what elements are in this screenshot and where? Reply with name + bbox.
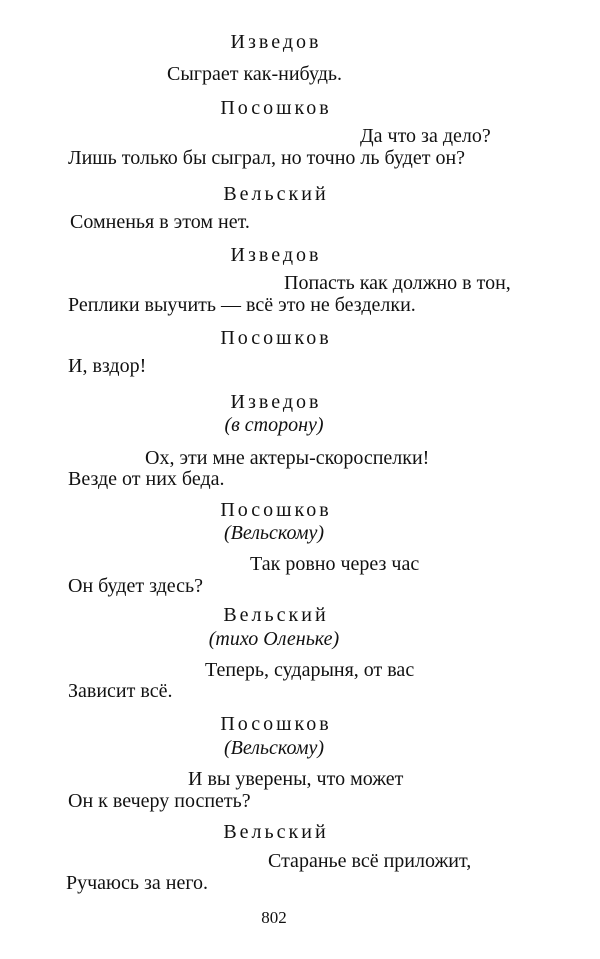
speaker-name: Изведов bbox=[230, 244, 322, 266]
speaker-name: Посошков bbox=[220, 499, 332, 521]
verse-line: Везде от них беда. bbox=[68, 468, 225, 490]
verse-line: Так ровно через час bbox=[250, 553, 420, 575]
speaker-name: Изведов bbox=[230, 31, 322, 53]
stage-direction: (Вельскому) bbox=[223, 522, 325, 544]
verse-line: Сомненья в этом нет. bbox=[70, 211, 250, 233]
verse-line: Ручаюсь за него. bbox=[66, 872, 209, 894]
speaker-name: Посошков bbox=[220, 327, 332, 349]
speaker-name: Посошков bbox=[220, 97, 332, 119]
speaker-name: Вельский bbox=[223, 604, 329, 626]
verse-line: Лишь только бы сыграл, но точно ль будет он? bbox=[68, 147, 466, 169]
speaker-name: Посошков bbox=[220, 713, 332, 735]
speaker-name: Изведов bbox=[230, 391, 322, 413]
verse-line: Теперь, сударыня, от вас bbox=[205, 659, 415, 681]
speaker-name: Вельский bbox=[223, 183, 329, 205]
verse-line: Попасть как должно в тон, bbox=[284, 272, 511, 294]
verse-line: Зависит всё. bbox=[68, 680, 173, 702]
verse-line: Сыграет как-нибудь. bbox=[167, 63, 342, 85]
verse-line: Да что за дело? bbox=[360, 125, 491, 147]
stage-direction: (тихо Оленьке) bbox=[208, 628, 340, 650]
stage-direction: (в сторону) bbox=[224, 414, 324, 436]
stage-direction: (Вельскому) bbox=[223, 737, 325, 759]
speaker-name: Вельский bbox=[223, 821, 329, 843]
verse-line: И, вздор! bbox=[68, 355, 147, 377]
page-number: 802 bbox=[261, 908, 287, 927]
verse-line: Он к вечеру поспеть? bbox=[68, 790, 251, 812]
verse-line: И вы уверены, что может bbox=[188, 768, 404, 790]
verse-line: Старанье всё приложит, bbox=[268, 850, 472, 872]
verse-line: Он будет здесь? bbox=[68, 575, 204, 597]
verse-line: Реплики выучить — всё это не безделки. bbox=[68, 294, 416, 316]
verse-line: Ох, эти мне актеры-скороспелки! bbox=[145, 447, 430, 469]
